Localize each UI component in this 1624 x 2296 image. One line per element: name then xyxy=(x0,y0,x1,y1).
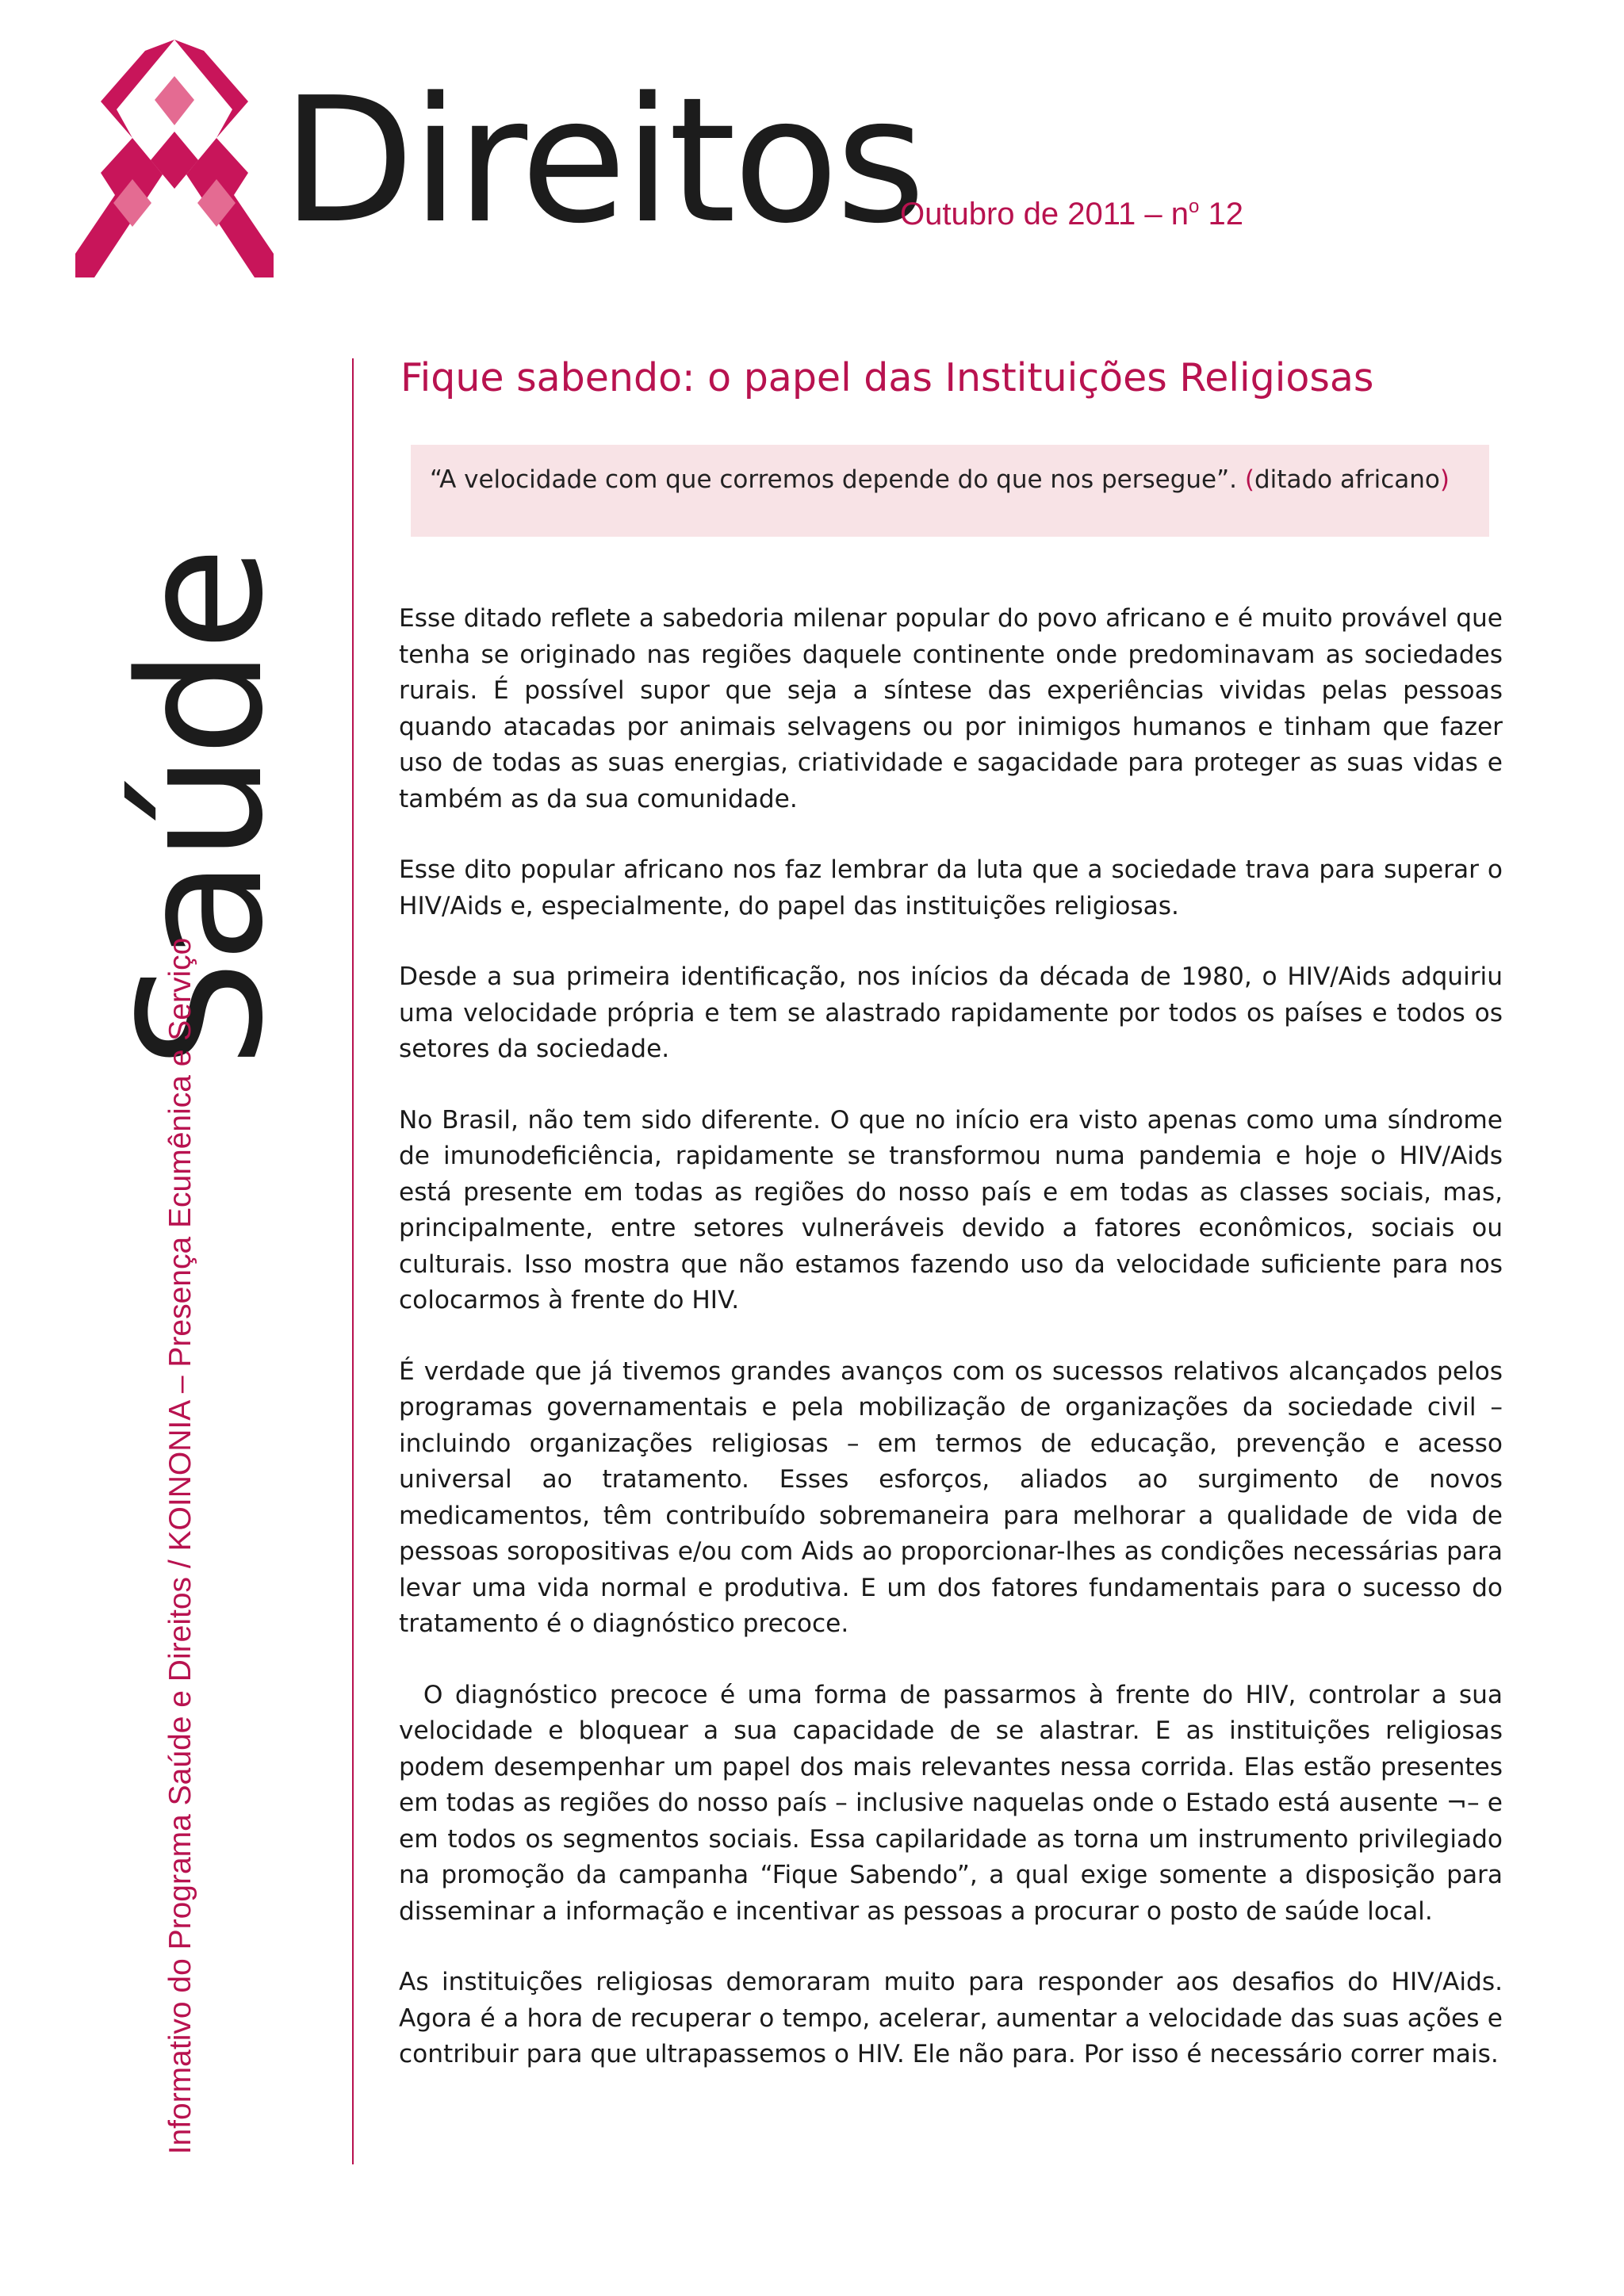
issue-number: 12 xyxy=(1199,197,1243,232)
issue-superscript: o xyxy=(1188,196,1200,217)
quote-paren-close: ) xyxy=(1439,465,1450,494)
quote-paren-open: ( xyxy=(1237,465,1254,494)
body-paragraph: As instituições religiosas demoraram muito para responder aos desafios do HIV/Aids. Agora é a hora de recuperar o tempo, acelerar, aumentar a velocidade das suas ações e contribuir para que ultrapassemos o HIV. Ele não para. Por isso é necessário correr mais. xyxy=(399,1968,1503,2068)
epigraph-quote-box xyxy=(411,445,1489,537)
body-paragraph: O diagnóstico precoce é uma forma de passarmos à frente do HIV, controlar a sua velocidade e bloquear a sua capacidade de se alastrar. E as instituições religiosas podem desempenhar um papel dos mais relevantes nessa corrida. Elas estão presentes em todas as regiões do nosso país – inclusive naquelas onde o Estado está ausente ¬– e em todos os segmentos sociais. Essa capilaridade as torna um instrumento privilegiado na promoção da campanha “Fique Sabendo”, a qual exige somente a disposição para disseminar a informação e incentivar as pessoas a procurar o posto de saúde local. xyxy=(399,1680,1511,1926)
body-paragraph: Esse dito popular africano nos faz lembrar da luta que a sociedade trava para superar o HIV/Aids e, especialmente, do papel das instituições religiosas. xyxy=(399,855,1503,920)
body-paragraph: No Brasil, não tem sido diferente. O que no início era visto apenas como uma síndrome de imunodeficiência, rapidamente se transformou numa pandemia e hoje o HIV/Aids está presente em todas as regiões do nosso país e em todas as classes sociais, mas, principalmente, entre setores vulneráveis devido a fatores econômicos, sociais ou culturais. Isso mostra que não estamos fazendo uso da velocidade suficiente para nos colocarmos à frente do HIV. xyxy=(399,1105,1503,1314)
body-paragraph: Esse ditado reflete a sabedoria milenar popular do povo africano e é muito provável que tenha se originado nas regiões daquele continente onde predominavam as sociedades rurais. É possível supor que seja a síntese das experiências vividas pelas pessoas quando atacadas por animais selvagens ou por inimigos humanos e tinham que fazer uso de todas as suas energias, criatividade e sagacidade para proteger as suas vidas e também as da sua comunidade. xyxy=(399,604,1503,813)
masthead-title: Direitos xyxy=(282,61,923,262)
awareness-ribbon-logo xyxy=(75,40,274,285)
body-paragraph: É verdade que já tivemos grandes avanços com os sucessos relativos alcançados pelos programas governamentais e pela mobilização de organizações da sociedade civil – incluindo organizações religiosas – em termos de educação, prevenção e acesso universal ao tratamento. Esses esforços, aliados ao surgimento de novos medicamentos, têm contribuído sobremaneira para melhorar a qualidade de vida de pessoas soropositivas e/ou com Aids ao proporcionar-lhes as condições necessárias para levar uma vida normal e produtiva. E um dos fatores fundamentais para o sucesso do tratamento é o diagnóstico precoce. xyxy=(399,1357,1503,1638)
vertical-subtitle: Informativo do Programa Saúde e Direitos / KOINONIA – Presença Ecumênica e Serviço xyxy=(163,937,197,2155)
issue-date-number xyxy=(900,196,1243,232)
issue-prefix: Outubro de 2011 – n xyxy=(900,197,1189,232)
body-paragraph: Desde a sua primeira identificação, nos inícios da década de 1980, o HIV/Aids adquiriu uma velocidade própria e tem se alastrado rapidamente por todos os países e todos os setores da sociedade. xyxy=(399,962,1503,1063)
article-body xyxy=(399,601,1511,2108)
quote-source: ditado africano xyxy=(1254,465,1440,494)
article-title: Fique sabendo: o papel das Instituições Religiosas xyxy=(400,355,1374,400)
quote-text: “A velocidade com que corremos depende do que nos persegue”. xyxy=(430,465,1238,494)
vertical-divider xyxy=(352,358,354,2164)
vertical-title: Saúde xyxy=(103,549,301,1069)
